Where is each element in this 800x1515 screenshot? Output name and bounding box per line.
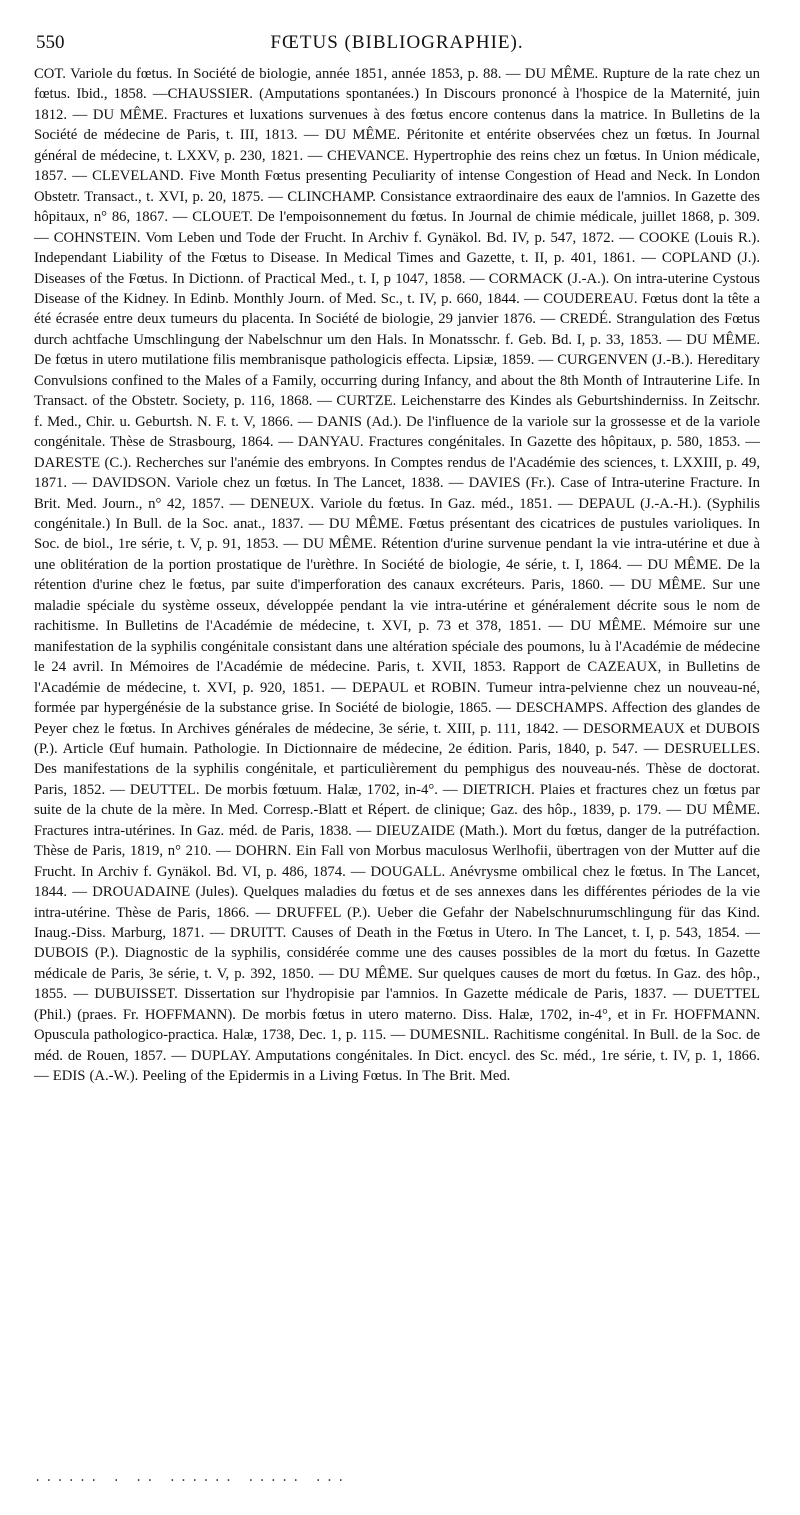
running-title: FŒTUS (BIBLIOGRAPHIE). <box>270 32 524 53</box>
bibliography-text: COT. Variole du fœtus. In Société de biologie, année 1851, année 1853, p. 88. — DU MÊME. Rupture de la rate chez un fœtus. Ibid., 1858. —CHAUSSIER. (Amputations spontanées.) In Discours prononcé à l'hospice de la Maternité, juin 1812. — DU MÊME. Fractures et luxations survenues à des fœtus encore contenus dans la matrice. In Bulletins de la Société de médecine de Paris, t. III, 1813. — DU MÊME. Péritonite et entérite observées chez un fœtus. In Journal général de médecine, t. LXXV, p. 230, 1821. — CHEVANCE. Hypertrophie des reins chez un fœtus. In Union médicale, 1857. — CLEVELAND. Five Month Fœtus presenting Peculiarity of intense Congestion of Head and Neck. In London Obstetr. Transact., t. XVI, p. 20, 1875. — CLINCHAMP. Consistance extraordinaire des eaux de l'amnios. In Gazette des hôpitaux, n° 86, 1867. — CLOUET. De l'empoisonnement du fœtus. In Journal de chimie médicale, juillet 1868, p. 309. — COHNSTEIN. Vom Leben und Tode der Frucht. In Archiv f. Gynäkol. Bd. IV, p. 547, 1872. — COOKE (Louis R.). Independant Liability of the Fœtus to Disease. In Medical Times and Gazette, t. II, p. 401, 1861. — COPLAND (J.). Diseases of the Fœtus. In Dictionn. of Practical Med., t. I, p 1047, 1858. — CORMACK (J.-A.). On intra-uterine Cystous Disease of the Kidney. In Edinb. Monthly Journ. of Med. Sc., t. IV, p. 660, 1844. — COUDEREAU. Fœtus dont la tête a été écrasée entre deux tumeurs du placenta. In Société de biologie, 29 janvier 1876. — CREDÉ. Strangulation des Fœtus durch achtfache Umschlingung der Nabelschnur um den Hals. In Monatsschr. f. Geb. Bd. I, p. 33, 1853. — DU MÊME. De fœtus in utero mutilatione filis membranisque pathologicis effecta. Lipsiæ, 1859. — CURGENVEN (J.-B.). Hereditary Convulsions confined to the Males of a Family, occurring during Infancy, and about the 8th Month of Intrauterine Life. In Transact. of the Obstetr. Society, p. 116, 1868. — CURTZE. Leichenstarre des Kindes als Geburtshinderniss. In Zeitschr. f. Med., Chir. u. Geburtsh. N. F. t. V, 1866. — DANIS (Ad.). De l'influence de la variole sur la grossesse et de la variole congénitale. Thèse de Strasbourg, 1864. — DANYAU. Fractures congénitales. In Gazette des hôpitaux, p. 580, 1853. — DARESTE (C.). Recherches sur l'anémie des embryons. In Comptes rendus de l'Académie des sciences, t. LXXIII, p. 49, 1871. — DAVIDSON. Variole chez un fœtus. In The Lancet, 1838. — DAVIES (Fr.). Case of Intra-uterine Fracture. In Brit. Med. Journ., n° 42, 1857. — DENEUX. Variole du fœtus. In Gaz. méd., 1851. — DEPAUL (J.-A.-H.). (Syphilis congénitale.) In Bull. de la Soc. anat., 1837. — DU MÊME. Fœtus présentant des cicatrices de pustules varioliques. In Soc. de biol., 1re série, t. V, p. 91, 1853. — DU MÊME. Rétention d'urine survenue pendant la vie intra-utérine et due à une oblitération de la portion prostatique de l'urèthre. In Société de biologie, 4e série, t. I, 1864. — DU MÊME. De la rétention d'urine chez le fœtus, par suite d'imperforation des canaux excréteurs. Paris, 1860. — DU MÊME. Sur une maladie spéciale du système osseux, développée pendant la vie intra-utérine et généralement décrite sous le nom de rachitisme. In Bulletins de l'Académie de médecine, t. XVI, p. 73 et 378, 1851. — DU MÊME. Mémoire sur une manifestation de la syphilis congénitale consistant dans une altération spéciale des poumons, lu à l'Académie de médecine le 24 avril. In Mémoires de l'Académie de médecine. Paris, t. XVII, 1853. Rapport de CAZEAUX, in Bulletins de l'Académie de médecine, t. XVI, p. 920, 1851. — DEPAUL et ROBIN. Tumeur intra-pelvienne chez un nouveau-né, formée par hypergénésie de la substance grise. In Société de biologie, 1865. — DESCHAMPS. Affection des glandes de Peyer chez le fœtus. In Archives générales de médecine, 3e série, t. XIII, p. 111, 1842. — DESORMEAUX et DUBOIS (P.). Article Œuf humain. Pathologie. In Dictionnaire de médecine, 2e édition. Paris, 1840, p. 547. — DESRUELLES. Des manifestations de la syphilis congénitale, et particulièrement du pemphigus des nouveau-nés. Thèse de doctorat. Paris, 1852. — DEUTTEL. De morbis fœtuum. Halæ, 1702, in-4°. — DIETRICH. Plaies et fractures chez un fœtus par suite de la chute de la mère. In Med. Corresp.-Blatt et Répert. de clinique; Gaz. des hôp., 1839, p. 179. — DU MÊME. Fractures intra-utérines. In Gaz. méd. de Paris, 1838. — DIEUZAIDE (Math.). Mort du fœtus, danger de la putréfaction. Thèse de Paris, 1819, n° 210. — DOHRN. Ein Fall von Morbus maculosus Werlhofii, übertragen von der Mutter auf die Frucht. In Archiv f. Gynäkol. Bd. VI, p. 486, 1874. — DOUGALL. Anévrysme ombilical chez le fœtus. In The Lancet, 1844. — DROUADAINE (Jules). Quelques maladies du fœtus et de ses annexes dans les différentes périodes de la vie intra-utérine. Thèse de Paris, 1866. — DRUFFEL (P.). Ueber die Gefahr der Nabelschnurumschlingung für das Kind. Inaug.-Diss. Marburg, 1871. — DRUITT. Causes of Death in the Fœtus in Utero. In The Lancet, t. I, p. 543, 1854. — DUBOIS (P.). Diagnostic de la syphilis, considérée comme une des causes possibles de la mort du fœtus. In Gazette médicale de Paris, 3e série, t. V, p. 392, 1850. — DU MÊME. Sur quelques causes de mort du fœtus. In Gaz. des hôp., 1855. — DUBUISSET. Dissertation sur l'hydropisie par l'amnios. In Gazette médicale de Paris, 1837. — DUETTEL (Phil.) (praes. Fr. HOFFMANN). De morbis fœtus in utero materno. Diss. Halæ, 1702, in-4°, et in Fr. HOFFMANN. Opuscula pathologico-practica. Halæ, 1738, Dec. 1, p. 115. — DUMESNIL. Rachitisme congénital. In Bull. de la Soc. de méd. de Rouen, 1857. — DUPLAY. Amputations congénitales. In Dict. encycl. des Sc. méd., 1re série, t. IV, p. 1, 1866. — EDIS (A.-W.). Peeling of the Epidermis in a Living Fœtus. In The Brit. Med. <box>34 66 760 1085</box>
page-header <box>34 28 760 62</box>
page-number: 550 <box>36 32 65 53</box>
footer-marks: ...... . .. ...... ..... ... <box>34 1470 349 1484</box>
